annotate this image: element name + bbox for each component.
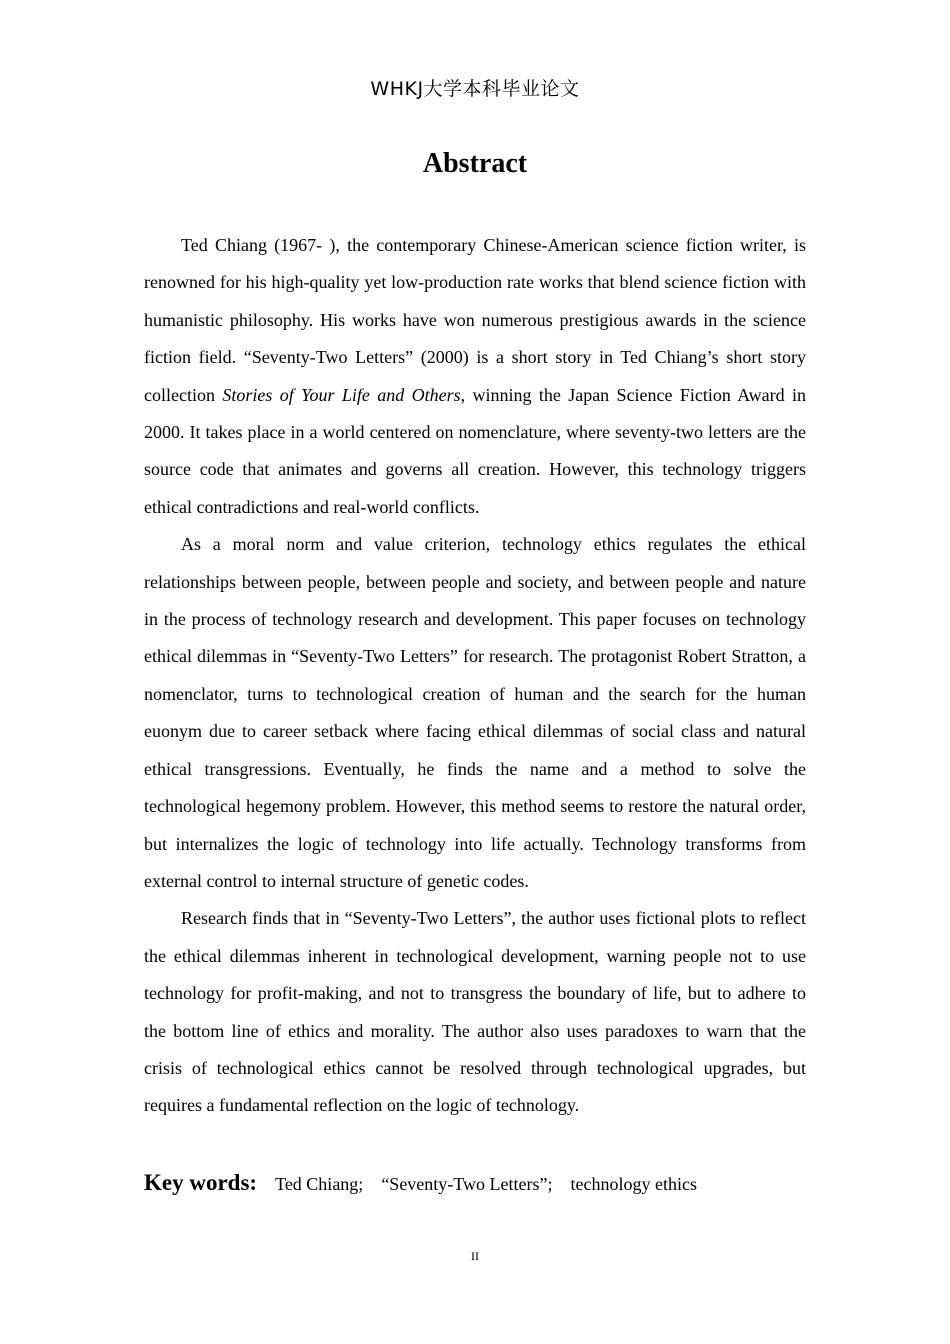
page-title: Abstract (422, 148, 528, 179)
keyword-item: technology ethics (570, 1174, 697, 1194)
book-title-italic: Stories of Your Life and Others (222, 384, 461, 405)
paragraph-1-text-after: , winning the Japan Science Fiction Award in 2000. It takes place in a world centered on nomenclature, where seventy-two letters are the source code that animates and governs all creation. However, this technology triggers ethical contradictions and real-world conflicts. (144, 384, 806, 517)
keyword-item: Ted Chiang; (275, 1174, 364, 1194)
paragraph-1-text-before: Ted Chiang (1967- ), the contemporary Chinese-American science fiction writer, is renowned for his high-quality yet low-production rate works that blend science fiction with humanistic philosophy. His works have won numerous prestigious awards in the science fiction field. “Seventy-Two Letters” (2000) is a short story in Ted Chiang’s short story collection (144, 235, 806, 405)
abstract-body (144, 227, 806, 1125)
running-header: WHKJ大学本科毕业论文 (370, 78, 580, 100)
abstract-paragraph-2: As a moral norm and value criterion, technology ethics regulates the ethical relationships between people, between people and society, and between people and nature in the process of technology research and development. This paper focuses on technology ethical dilemmas in “Seventy-Two Letters” for research. The protagonist Robert Stratton, a nomenclator, turns to technological creation of human and the search for the human euonym due to career setback where facing ethical dilemmas of social class and natural ethical transgressions. Eventually, he finds the name and a method to solve the technological hegemony problem. However, this method seems to restore the natural order, but internalizes the logic of technology into life actually. Technology transforms from external control to internal structure of genetic codes. (144, 534, 806, 891)
abstract-paragraph-3: Research finds that in “Seventy-Two Letters”, the author uses fictional plots to reflect the ethical dilemmas inherent in technological development, warning people not to use technology for profit-making, and not to transgress the boundary of life, but to adhere to the bottom line of ethics and morality. The author also uses paradoxes to warn that the crisis of technological ethics cannot be resolved through technological upgrades, but requires a fundamental reflection on the logic of technology. (144, 908, 806, 1116)
keywords-line (144, 1170, 806, 1196)
page-number: II (471, 1249, 479, 1263)
abstract-paragraph-1 (144, 227, 806, 526)
keyword-item: “Seventy-Two Letters”; (381, 1174, 553, 1194)
keywords-label: Key words: (144, 1170, 258, 1195)
